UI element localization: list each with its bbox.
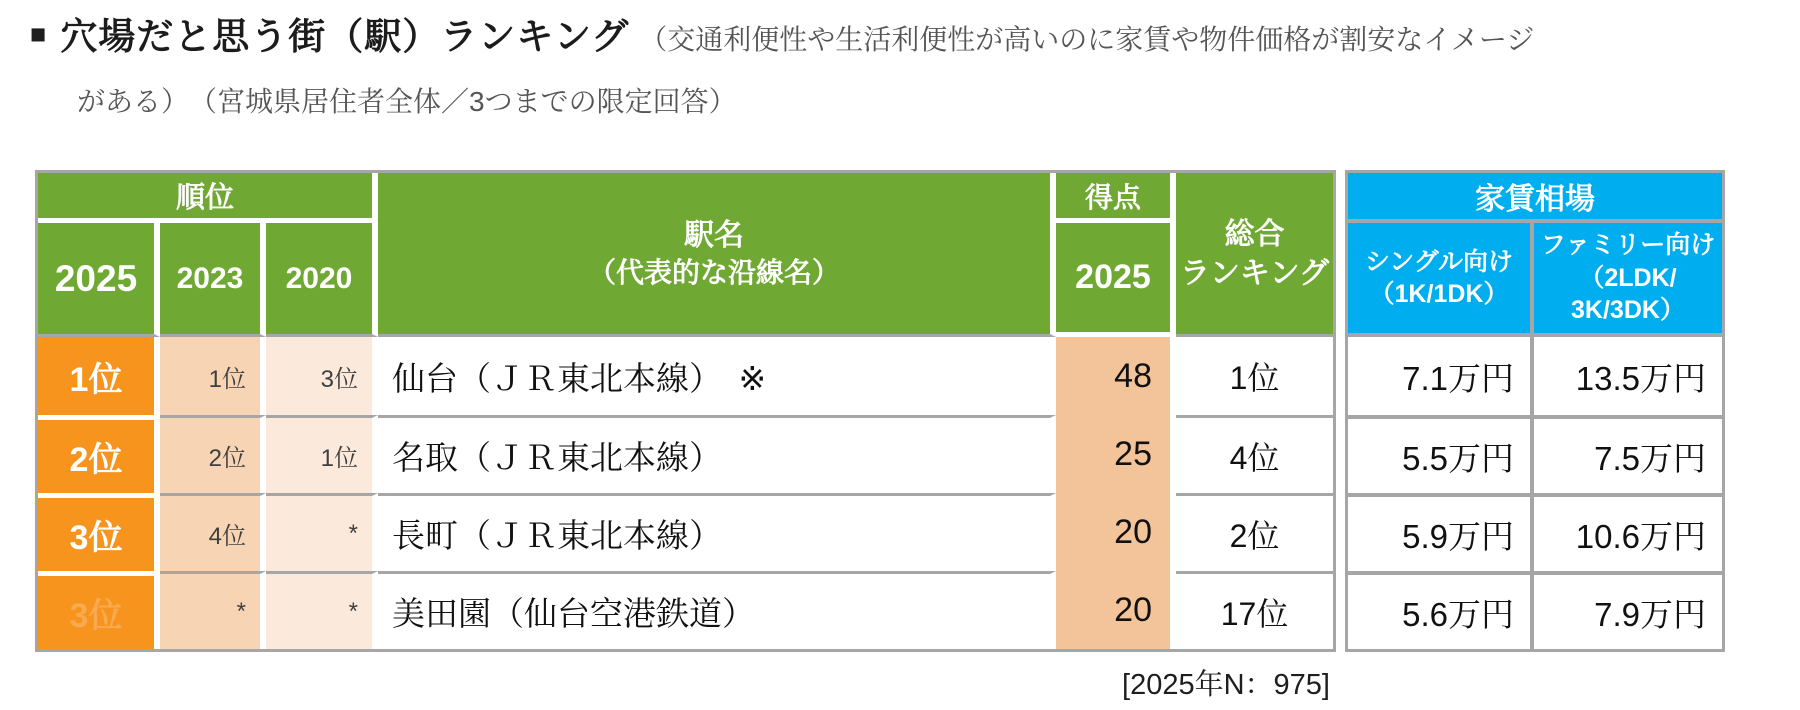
rank-2025-cell-muted: 3位 (38, 571, 160, 649)
overall-header-line2: ランキング (1179, 256, 1330, 290)
station-header-label: 駅名 (683, 218, 744, 252)
rank-2020-cell: 1位 (266, 415, 378, 493)
rent-single-cell: 7.1万円 (1348, 337, 1534, 415)
rank-2023-cell: 4位 (160, 493, 266, 571)
rank-2025-cell: 2位 (38, 415, 160, 493)
square-bullet-icon: ■ (30, 19, 47, 49)
title-block (30, 10, 1780, 120)
rent-header-cell: 家賃相場 (1348, 173, 1722, 223)
score-year-header-cell: 2025 (1056, 223, 1176, 337)
overall-ranking-header-cell (1176, 173, 1333, 337)
overall-rank-cell: 4位 (1176, 415, 1333, 493)
rank-2025-cell: 3位 (38, 493, 160, 571)
station-name-cell: 名取（ＪＲ東北本線） (378, 415, 1056, 493)
rent-single-cell: 5.5万円 (1348, 415, 1534, 493)
score-cell: 20 (1056, 493, 1176, 571)
year-2025-header-cell: 2025 (38, 223, 160, 337)
overall-rank-cell: 2位 (1176, 493, 1333, 571)
rent-family-line3: 3K/3DK） (1571, 296, 1685, 325)
overall-rank-cell: 1位 (1176, 337, 1333, 415)
rank-2020-cell: 3位 (266, 337, 378, 415)
station-name-cell: 仙台（ＪＲ東北本線） ※ (378, 337, 1056, 415)
year-2023-header-cell: 2023 (160, 223, 266, 337)
station-header-sublabel: （代表的な沿線名） (587, 256, 840, 288)
sample-size-note: [2025年N：975] (1122, 669, 1330, 701)
station-header-cell (378, 173, 1056, 337)
rent-family-line1: ファミリー向け (1540, 231, 1716, 260)
score-cell: 25 (1056, 415, 1176, 493)
station-name-cell: 長町（ＪＲ東北本線） (378, 493, 1056, 571)
rent-family-cell: 7.5万円 (1534, 415, 1722, 493)
rent-single-cell: 5.9万円 (1348, 493, 1534, 571)
page-title: 穴場だと思う街（駅）ランキング (60, 16, 630, 57)
rank-group-header-cell: 順位 (38, 173, 378, 223)
rank-2023-cell: 1位 (160, 337, 266, 415)
rent-family-header-cell (1534, 223, 1722, 337)
rank-2020-cell: * (266, 493, 378, 571)
title-line-1 (30, 10, 1780, 64)
rent-table (1345, 170, 1725, 652)
overall-header-line1: 総合 (1224, 217, 1285, 251)
rank-2025-cell: 1位 (38, 337, 160, 415)
rent-single-header-cell (1348, 223, 1534, 337)
rent-family-cell: 13.5万円 (1534, 337, 1722, 415)
score-cell: 48 (1056, 337, 1176, 415)
year-2020-header-cell: 2020 (266, 223, 378, 337)
rank-2023-cell: * (160, 571, 266, 649)
page-title-note-2: がある） （宮城県居住者全体／3つまでの限定回答） (77, 85, 737, 117)
rent-single-cell: 5.6万円 (1348, 571, 1534, 649)
score-cell: 20 (1056, 571, 1176, 649)
rent-family-cell: 10.6万円 (1534, 493, 1722, 571)
rent-family-line2: （2LDK/ (1579, 263, 1677, 292)
overall-rank-cell: 17位 (1176, 571, 1333, 649)
page-title-note-1: （交通利便性や生活利便性が高いのに家賃や物件価格が割安なイメージ (639, 24, 1535, 55)
station-name-cell: 美田園（仙台空港鉄道） (378, 571, 1056, 649)
ranking-table (35, 170, 1336, 652)
rent-family-cell: 7.9万円 (1534, 571, 1722, 649)
rent-single-line2: （1K/1DK） (1369, 280, 1509, 308)
rent-single-line1: シングル向け (1364, 247, 1514, 276)
score-header-cell: 得点 (1056, 173, 1176, 223)
rank-2023-cell: 2位 (160, 415, 266, 493)
rank-2020-cell: * (266, 571, 378, 649)
